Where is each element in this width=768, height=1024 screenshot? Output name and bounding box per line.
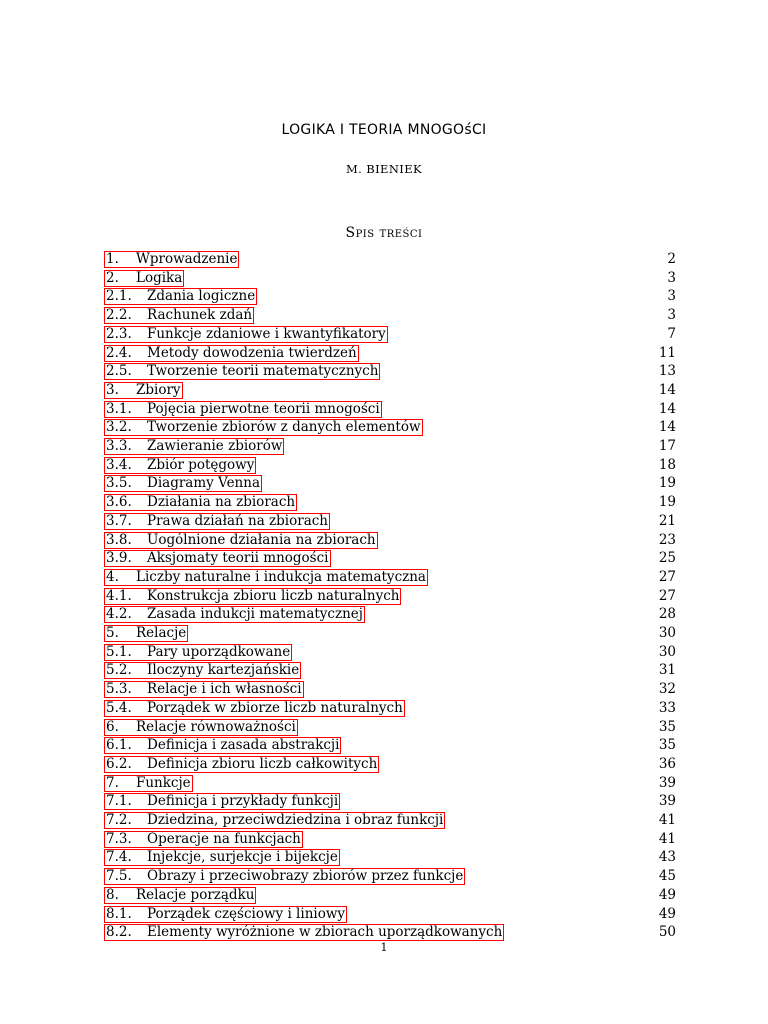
toc-link[interactable] [104,644,292,661]
toc-section-number: 2. [106,269,119,286]
toc-section-number: 4. [106,568,119,585]
toc-page-number: 39 [658,774,676,791]
toc-link[interactable] [104,681,304,698]
toc-entry [0,588,768,606]
toc-section-title: Liczby naturalne i indukcja matematyczna [136,568,426,585]
toc-section-number: 7.3. [106,830,132,847]
toc-entry [0,363,768,381]
toc-section-title: Definicja i zasada abstrakcji [147,737,340,754]
toc-section-title: Zbiór potęgowy [147,456,255,473]
toc-page-number: 49 [658,905,676,922]
toc-entry [0,887,768,905]
toc-section-number: 4.2. [106,606,132,623]
toc-section-number: 2.2. [106,307,132,324]
toc-section-number: 6.2. [106,755,132,772]
toc-entry [0,700,768,718]
toc-link[interactable] [104,475,262,492]
toc-page-number: 3 [667,269,676,286]
toc-link[interactable] [104,924,504,941]
toc-section-number: 3.6. [106,494,132,511]
toc-section-title: Działania na zbiorach [147,494,296,511]
toc-link[interactable] [104,606,365,623]
toc-entry [0,307,768,325]
toc-page-number: 28 [658,606,676,623]
toc-section-number: 3.2. [106,419,132,436]
toc-link[interactable] [104,382,183,399]
toc-section-title: Prawa działań na zbiorach [147,512,329,529]
toc-entry [0,681,768,699]
toc-entry [0,475,768,493]
toc-page-number: 35 [658,718,676,735]
toc-page-number: 36 [658,755,676,772]
toc-link[interactable] [104,625,188,642]
toc-page-number: 7 [667,325,676,342]
toc-section-title: Logika [136,269,183,286]
toc-entry [0,419,768,437]
toc-link[interactable] [104,588,401,605]
toc-section-title: Rachunek zdań [147,307,253,324]
toc-section-number: 7. [106,774,119,791]
toc-page-number: 32 [658,681,676,698]
document-title: LOGIKA I TEORIA MNOGOśCI [281,122,487,138]
toc-section-title: Wprowadzenie [136,251,238,267]
toc-section-title: Zasada indukcji matematycznej [147,606,363,623]
toc-link[interactable] [104,457,256,474]
toc-link[interactable] [104,532,378,549]
toc-section-number: 8.1. [106,905,132,922]
page-number: 1 [380,941,388,954]
toc-link[interactable] [104,831,303,848]
toc-section-number: 7.1. [106,793,132,810]
toc-link[interactable] [104,849,340,866]
toc-page-number: 23 [658,531,676,548]
toc-entry [0,849,768,867]
toc-entry [0,251,768,269]
toc-section-title: Iloczyny kartezjańskie [147,662,300,679]
toc-page-number: 3 [667,288,676,305]
toc-section-number: 2.3. [106,325,132,342]
toc-section-number: 4.1. [106,587,132,604]
toc-page-number: 14 [658,381,676,398]
toc-link[interactable] [104,326,388,343]
toc-section-title: Pary uporządkowane [147,643,291,660]
toc-page-number: 21 [658,512,676,529]
toc-section-number: 2.4. [106,344,132,361]
toc-section-number: 7.5. [106,868,132,885]
toc-entry [0,662,768,680]
toc-entry [0,569,768,587]
toc-entry [0,550,768,568]
toc-page-number: 30 [658,625,676,641]
toc-section-number: 7.4. [106,849,132,866]
toc-section-title: Zdania logiczne [147,288,256,305]
toc-link[interactable] [104,401,382,418]
toc-section-title: Porządek w zbiorze liczb naturalnych [147,699,403,716]
toc-section-title: Elementy wyróżnione w zbiorach uporządkowanych [147,924,503,941]
toc-entry [0,270,768,288]
toc-entry [0,532,768,550]
toc-entry [0,457,768,475]
toc-section-number: 8. [106,886,119,903]
toc-section-title: Relacje [136,625,187,641]
toc-section-title: Konstrukcja zbioru liczb naturalnych [147,587,400,604]
toc-page-number: 45 [658,868,676,885]
toc-section-title: Funkcje zdaniowe i kwantyfikatory [147,325,386,342]
toc-link[interactable] [104,812,445,829]
toc-section-title: Diagramy Venna [147,475,260,492]
toc-section-title: Zawieranie zbiorów [147,438,283,454]
toc-section-title: Operacje na funkcjach [147,830,301,847]
toc-entry [0,326,768,344]
toc-section-number: 5.4. [106,699,132,716]
toc-section-number: 2.1. [106,288,132,305]
toc-entry [0,288,768,306]
toc-entry [0,906,768,924]
toc-section-number: 3.5. [106,475,132,492]
toc-section-title: Relacje porządku [136,886,255,903]
toc-section-number: 5. [106,625,119,641]
toc-section-title: Relacje i ich własności [147,681,302,698]
toc-page-number: 41 [658,830,676,847]
toc-link[interactable] [104,906,347,923]
toc-page-number: 33 [658,699,676,716]
toc-page-number: 13 [658,363,676,380]
toc-entry [0,382,768,400]
toc-link[interactable] [104,737,341,754]
toc-section-title: Definicja i przykłady funkcji [147,793,339,810]
toc-section-title: Dziedzina, przeciwdziedzina i obraz funkcji [147,812,444,828]
toc-section-number: 6. [106,718,119,735]
toc-section-title: Metody dowodzenia twierdzeń [147,344,357,361]
toc-entry [0,513,768,531]
toc-page-number: 30 [658,643,676,660]
toc-page-number: 35 [658,737,676,754]
toc-section-title: Obrazy i przeciwobrazy zbiorów przez funkcje [147,868,464,885]
toc-section-number: 5.1. [106,643,132,660]
toc-page-number: 2 [667,251,676,267]
toc-section-number: 3. [106,381,119,398]
toc-section-title: Funkcje [136,774,191,791]
toc-section-number: 1. [106,251,119,267]
toc-section-number: 3.9. [106,550,132,567]
toc-link[interactable] [104,793,340,810]
toc-page-number: 25 [658,550,676,567]
toc-section-number: 8.2. [106,924,132,941]
toc-link[interactable] [104,868,465,885]
toc-page-number: 17 [658,438,676,454]
toc-section-title: Tworzenie zbiorów z danych elementów [147,419,421,436]
toc-entry [0,401,768,419]
toc-entry [0,644,768,662]
toc-link[interactable] [104,270,184,287]
toc-link[interactable] [104,419,423,436]
toc-section-number: 3.7. [106,512,132,529]
toc-link[interactable] [104,775,193,792]
toc-page-number: 39 [658,793,676,810]
toc-page-number: 18 [658,456,676,473]
toc-link[interactable] [104,438,284,455]
toc-entry [0,345,768,363]
toc-entry [0,924,768,942]
toc-link[interactable] [104,569,428,586]
toc-page-number: 27 [658,568,676,585]
toc-entry [0,625,768,643]
toc-section-title: Porządek częściowy i liniowy [147,905,346,922]
toc-section-number: 3.4. [106,456,132,473]
toc-link[interactable] [104,288,257,305]
toc-page-number: 19 [658,475,676,492]
toc-link[interactable] [104,307,254,324]
toc-link[interactable] [104,513,330,530]
toc-section-title: Definicja zbioru liczb całkowitych [147,755,378,772]
toc-page-number: 41 [658,812,676,828]
toc-section-title: Uogólnione działania na zbiorach [147,531,376,548]
toc-entry [0,831,768,849]
toc-section-title: Injekcje, surjekcje i bijekcje [147,849,338,866]
toc-link[interactable] [104,345,359,362]
toc-entry [0,606,768,624]
toc-section-title: Pojęcia pierwotne teorii mnogości [147,400,380,417]
toc-entry [0,793,768,811]
toc-page-number: 43 [658,849,676,866]
toc-link[interactable] [104,700,405,717]
toc-section-number: 6.1. [106,737,132,754]
toc-page-number: 50 [658,924,676,941]
toc-link[interactable] [104,887,256,904]
toc-section-number: 5.2. [106,662,132,679]
toc-heading: Spis treści [345,225,423,241]
toc-page-number: 27 [658,587,676,604]
toc-link[interactable] [104,363,380,380]
toc-link[interactable] [104,251,239,268]
toc-page-number: 14 [658,419,676,436]
toc-entry [0,775,768,793]
toc-entry [0,719,768,737]
toc-entry [0,438,768,456]
toc-page-number: 11 [658,344,676,361]
toc-section-number: 3.1. [106,400,132,417]
toc-entry [0,756,768,774]
toc-section-number: 2.5. [106,363,132,380]
toc-link[interactable] [104,719,298,736]
toc-section-number: 5.3. [106,681,132,698]
toc-section-title: Zbiory [136,381,181,398]
toc-section-title: Aksjomaty teorii mnogości [147,550,329,567]
toc-link[interactable] [104,662,301,679]
toc-page-number: 14 [658,400,676,417]
toc-link[interactable] [104,494,297,511]
toc-entry [0,868,768,886]
toc-entry [0,737,768,755]
toc-section-title: Tworzenie teorii matematycznych [147,363,379,380]
toc-section-number: 3.3. [106,438,132,454]
toc-page-number: 49 [658,886,676,903]
toc-page-number: 3 [667,307,676,324]
toc-section-number: 7.2. [106,812,132,828]
toc-link[interactable] [104,550,331,567]
toc-page-number: 31 [658,662,676,679]
toc-entry [0,812,768,830]
toc-link[interactable] [104,756,379,773]
author-name: M. BIENIEK [345,162,423,176]
toc-section-number: 3.8. [106,531,132,548]
toc-entry [0,494,768,512]
toc-section-title: Relacje równoważności [136,718,296,735]
toc-page-number: 19 [658,494,676,511]
